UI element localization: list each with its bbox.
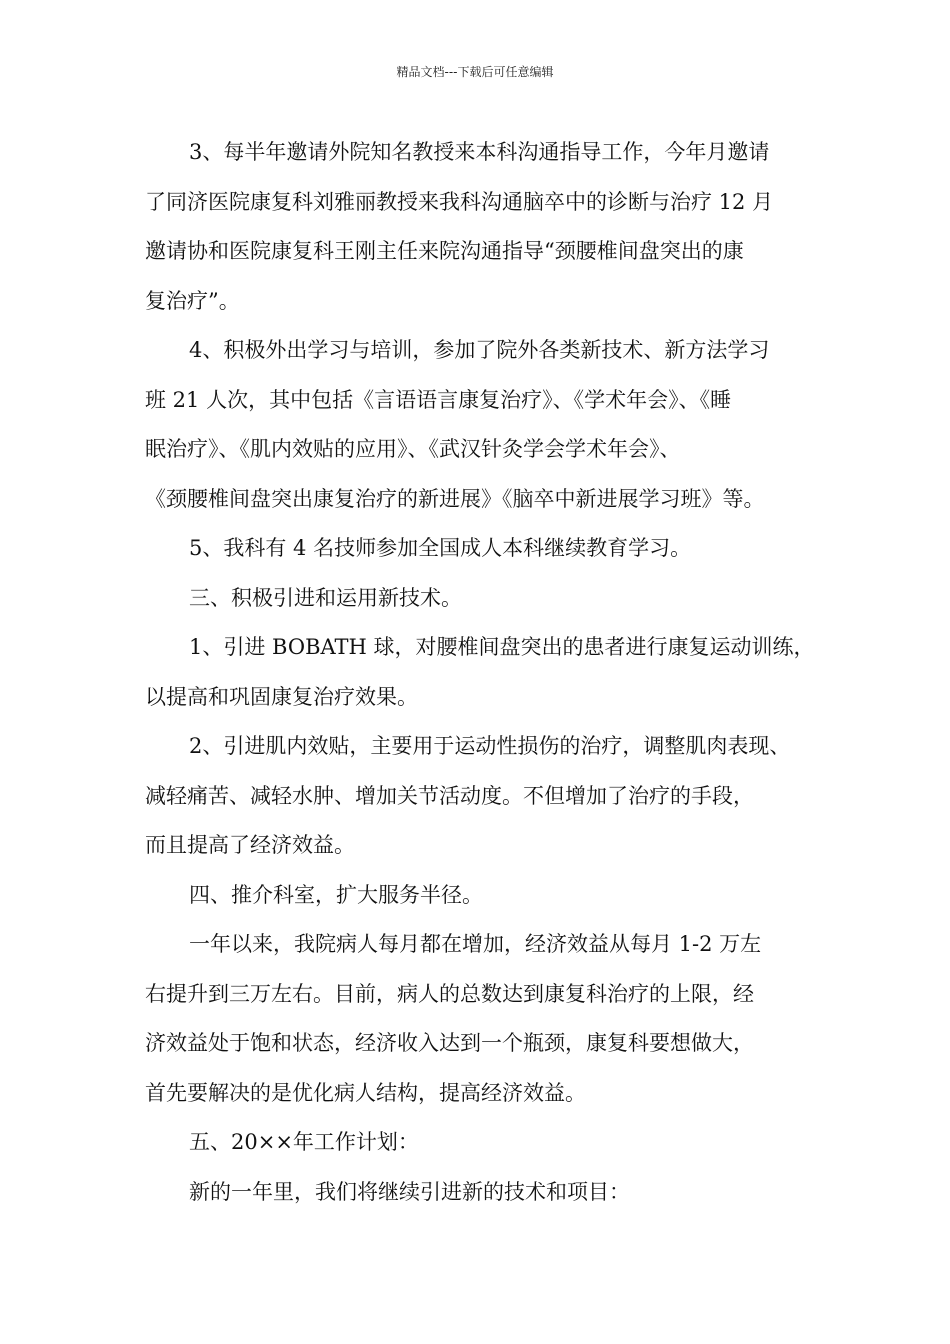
text-line: 眠治疗》、《肌内效贴的应用》、《武汉针灸学会学术年会》、	[145, 437, 681, 461]
text-line: 而且提高了经济效益。	[145, 833, 355, 857]
text-line: 《颈腰椎间盘突出康复治疗的新进展》《脑卒中新进展学习班》等。	[145, 486, 765, 511]
text-line: 5、我科有 4 名技师参加全国成人本科继续教育学习。	[189, 536, 692, 560]
text-line: 4、积极外出学习与培训，参加了院外各类新技术、新方法学习	[189, 338, 770, 362]
text-line: 2、引进肌内效贴，主要用于运动性损伤的治疗，调整肌肉表现、	[189, 734, 791, 758]
text-line: 右提升到三万左右。目前，病人的总数达到康复科治疗的上限，经	[145, 981, 754, 1006]
text-line: 邀请协和医院康复科王刚主任来院沟通指导“颈腰椎间盘突出的康	[145, 239, 744, 263]
document-body	[145, 128, 825, 1217]
text-line: 以提高和巩固康复治疗效果。	[145, 684, 418, 709]
section-heading: 五、20××年工作计划：	[189, 1130, 419, 1154]
text-line: 班 21 人次，其中包括《言语语言康复治疗》、《学术年会》、《睡	[145, 387, 732, 412]
text-line: 3、每半年邀请外院知名教授来本科沟通指导工作，今年月邀请	[189, 140, 770, 164]
text-line: 复治疗”。	[145, 288, 240, 313]
section-heading: 三、积极引进和运用新技术。	[189, 585, 462, 610]
page-header: 精品文档---下载后可任意编辑	[396, 65, 554, 79]
text-line: 济效益处于饱和状态，经济收入达到一个瓶颈，康复科要想做大，	[145, 1031, 754, 1055]
section-heading: 四、推介科室，扩大服务半径。	[189, 882, 483, 907]
text-line: 新的一年里，我们将继续引进新的技术和项目：	[189, 1179, 630, 1204]
text-line: 了同济医院康复科刘雅丽教授来我科沟通脑卒中的诊断与治疗 12 月	[145, 189, 774, 214]
text-line: 减轻痛苦、减轻水肿、增加关节活动度。不但增加了治疗的手段，	[145, 783, 754, 808]
text-line: 一年以来，我院病人每月都在增加，经济效益从每月 1-2 万左	[189, 932, 762, 956]
text-line: 1、引进 BOBATH 球，对腰椎间盘突出的患者进行康复运动训练，	[189, 635, 815, 659]
text-line: 首先要解决的是优化病人结构，提高经济效益。	[145, 1080, 586, 1105]
